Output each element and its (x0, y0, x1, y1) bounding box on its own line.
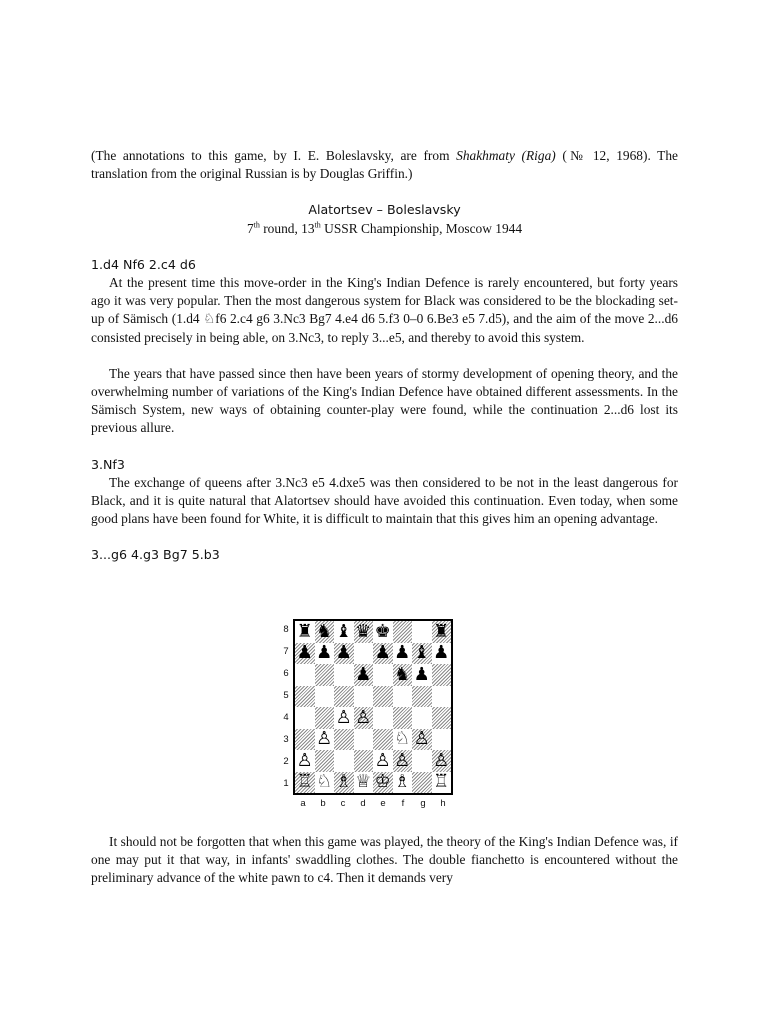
square-f7 (393, 643, 413, 665)
square-b4 (315, 707, 335, 729)
square-d1 (354, 772, 374, 794)
square-e3 (373, 729, 393, 751)
chess-piece-icon: ♘ (394, 728, 411, 750)
chess-piece-icon: ♟ (433, 642, 450, 664)
rank-label: 6 (283, 667, 289, 679)
game-players: Alatortsev – Boleslavsky (308, 202, 461, 218)
square-f3 (393, 729, 413, 751)
annotation-paragraph: The years that have passed since then have been years of stormy development of opening theory, and the overwhelming number of variations of the King's Indian Defence have obtained different assessments. In the Sämisch System, new ways of obtaining counter-play were found, while the continuation 2...d6 lost its previous allure. (91, 365, 678, 436)
rank-label: 1 (283, 777, 289, 789)
source-title: Shakhmaty (Riga) (456, 148, 556, 163)
chess-piece-icon: ♙ (316, 728, 333, 750)
chess-piece-icon: ♘ (316, 771, 333, 793)
annotation-paragraph: It should not be forgotten that when this game was played, the theory of the King's Indian Defence was, if one may put it that way, in infants' swaddling clothes. The double fianchetto is encountered without the preliminary advance of the white pawn to c4. Then it demands very (91, 834, 678, 886)
chess-piece-icon: ♟ (394, 642, 411, 664)
square-h4 (432, 707, 452, 729)
square-d7 (354, 643, 374, 665)
square-d5 (354, 686, 374, 708)
square-h3 (432, 729, 452, 751)
square-c3 (334, 729, 354, 751)
square-f8 (393, 621, 413, 643)
square-f6 (393, 664, 413, 686)
chess-piece-icon: ♞ (316, 620, 333, 642)
square-a6 (295, 664, 315, 686)
closing-section (91, 833, 678, 888)
file-labels (293, 795, 453, 807)
square-c2 (334, 750, 354, 772)
square-b2 (315, 750, 335, 772)
move-heading: 3.Nf3 (91, 456, 125, 472)
square-b3 (315, 729, 335, 751)
chess-piece-icon: ♟ (413, 663, 430, 685)
square-c6 (334, 664, 354, 686)
square-b1 (315, 772, 335, 794)
file-label: e (380, 798, 386, 809)
chess-piece-icon: ♛ (355, 620, 372, 642)
chess-piece-icon: ♔ (374, 771, 391, 793)
file-label: f (401, 798, 405, 809)
rank-label: 3 (283, 733, 289, 745)
square-d6 (354, 664, 374, 686)
square-a1 (295, 772, 315, 794)
square-f2 (393, 750, 413, 772)
square-c5 (334, 686, 354, 708)
square-b5 (315, 686, 335, 708)
rank-label: 5 (283, 689, 289, 701)
square-d2 (354, 750, 374, 772)
square-e4 (373, 707, 393, 729)
square-g6 (412, 664, 432, 686)
square-a8 (295, 621, 315, 643)
square-f4 (393, 707, 413, 729)
file-label: d (360, 798, 366, 809)
square-e6 (373, 664, 393, 686)
square-e7 (373, 643, 393, 665)
document-body (91, 147, 678, 565)
chess-piece-icon: ♜ (296, 620, 313, 642)
square-e2 (373, 750, 393, 772)
file-label: g (420, 798, 426, 809)
square-h5 (432, 686, 452, 708)
square-b8 (315, 621, 335, 643)
square-a3 (295, 729, 315, 751)
square-g2 (412, 750, 432, 772)
square-h6 (432, 664, 452, 686)
rank-label: 7 (283, 645, 289, 657)
square-g1 (412, 772, 432, 794)
square-g4 (412, 707, 432, 729)
move-heading: 3...g6 4.g3 Bg7 5.b3 (91, 547, 220, 563)
chess-piece-icon: ♖ (296, 771, 313, 793)
chess-piece-icon: ♜ (433, 620, 450, 642)
chess-piece-icon: ♝ (335, 620, 352, 642)
chess-piece-icon: ♙ (433, 749, 450, 771)
file-label: b (320, 798, 326, 809)
chess-piece-icon: ♙ (355, 706, 372, 728)
chess-piece-icon: ♗ (394, 771, 411, 793)
square-h7 (432, 643, 452, 665)
chess-piece-icon: ♙ (335, 706, 352, 728)
chess-piece-icon: ♚ (374, 620, 391, 642)
square-c7 (334, 643, 354, 665)
rank-label: 4 (283, 711, 289, 723)
chess-piece-icon: ♝ (413, 642, 430, 664)
chess-piece-icon: ♟ (374, 642, 391, 664)
chess-piece-icon: ♖ (433, 771, 450, 793)
square-c4 (334, 707, 354, 729)
file-label: h (440, 798, 446, 809)
square-e8 (373, 621, 393, 643)
game-event: 7th round, 13th USSR Championship, Moscow 1944 (246, 220, 523, 236)
rank-label: 8 (283, 623, 289, 635)
file-label: a (300, 798, 306, 809)
square-d8 (354, 621, 374, 643)
square-e1 (373, 772, 393, 794)
chess-piece-icon: ♙ (296, 749, 313, 771)
square-a2 (295, 750, 315, 772)
rank-labels (281, 619, 291, 795)
chess-piece-icon: ♙ (394, 749, 411, 771)
chess-piece-icon: ♙ (413, 728, 430, 750)
intro-paragraph: (The annotations to this game, by I. E. Boleslavsky, are from Shakhmaty (Riga) (№ 12, 1968). The translation from the original Russian is by Douglas Griffin.) (91, 148, 678, 182)
square-g5 (412, 686, 432, 708)
square-d4 (354, 707, 374, 729)
rank-label: 2 (283, 755, 289, 767)
chess-piece-icon: ♟ (335, 642, 352, 664)
square-a5 (295, 686, 315, 708)
move-heading: 1.d4 Nf6 2.c4 d6 (91, 256, 196, 272)
file-label: c (340, 798, 346, 809)
chess-piece-icon: ♞ (394, 663, 411, 685)
chess-piece-icon: ♟ (316, 642, 333, 664)
square-g7 (412, 643, 432, 665)
annotation-paragraph: The exchange of queens after 3.Nc3 e5 4.dxe5 was then considered to be not in the least dangerous for Black, and it is quite natural that Alatortsev should have avoided this continuation. Even today, when some good plans have been found for White, it is difficult to maintain that this gives him an opening advantage. (91, 474, 678, 527)
annotation-paragraph: At the present time this move-order in the King's Indian Defence is rarely encountered, but forty years ago it was very popular. Then the most dangerous system for Black was considered to be the blockading set-up of Sämisch (1.d4 ♘f6 2.c4 g6 3.Nc3 Bg7 4.e4 d6 5.f3 0–0 6.Be3 e5 7.d5), and the aim of the move 2...d6 consisted precisely in being able, on 3.Nc3, to reply 3...e5, and thereby to avoid this system. (91, 275, 678, 345)
square-h1 (432, 772, 452, 794)
square-c1 (334, 772, 354, 794)
chess-board (293, 619, 453, 795)
square-f5 (393, 686, 413, 708)
chess-piece-icon: ♙ (374, 749, 391, 771)
square-d3 (354, 729, 374, 751)
chess-piece-icon: ♟ (355, 663, 372, 685)
square-e5 (373, 686, 393, 708)
square-c8 (334, 621, 354, 643)
square-b6 (315, 664, 335, 686)
square-b7 (315, 643, 335, 665)
square-a4 (295, 707, 315, 729)
square-h8 (432, 621, 452, 643)
square-a7 (295, 643, 315, 665)
square-f1 (393, 772, 413, 794)
square-g8 (412, 621, 432, 643)
chess-piece-icon: ♕ (355, 771, 372, 793)
square-h2 (432, 750, 452, 772)
chess-piece-icon: ♗ (335, 771, 352, 793)
square-g3 (412, 729, 432, 751)
chess-diagram (277, 617, 477, 807)
chess-piece-icon: ♟ (296, 642, 313, 664)
